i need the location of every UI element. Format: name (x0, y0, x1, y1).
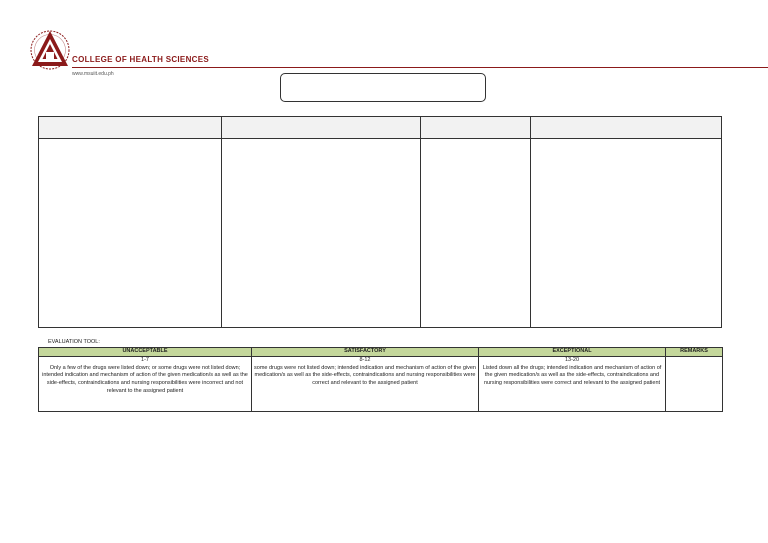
column-divider (221, 117, 222, 327)
header-divider (72, 67, 768, 68)
evaluation-tool-label: EVALUATION TOOL: (48, 339, 100, 345)
exceptional-description: Listed down all the drugs; intended indication and mechanism of action of the given medication/s as well as the side-effects, contraindications and nursing responsibilities were correct and relevant to the assigned patient (482, 364, 662, 387)
exceptional-cell (479, 356, 666, 411)
rubric-header-row (39, 348, 723, 357)
satisfactory-description: some drugs were not listed down; intended indication and mechanism of action of the given medication/s as well as the side-effects, contraindications and nursing responsibilities were correct and relevant to the assigned patient (254, 364, 476, 387)
website-link[interactable]: www.msuiit.edu.ph (72, 71, 114, 77)
triangle-seal-logo-icon (29, 28, 71, 72)
table-row (39, 356, 723, 411)
exceptional-score: 13-20 (564, 356, 580, 363)
column-divider (420, 117, 421, 327)
unacceptable-description: Only a few of the drugs were listed down; or some drugs were not listed down; intended indication and mechanism of action of the given medication/s as well as the side-effects, contraindications and nursing responsibilities were incorrect and not relevant to the assigned patient (42, 364, 248, 394)
column-divider (530, 117, 531, 327)
title-input-box[interactable] (280, 73, 486, 102)
drug-study-table (38, 116, 722, 328)
college-name: COLLEGE OF HEALTH SCIENCES (72, 55, 209, 64)
drug-table-header-row (39, 117, 721, 139)
rubric-header-remarks: REMARKS (666, 348, 723, 357)
evaluation-rubric-table (38, 347, 723, 412)
rubric-header-unacceptable: UNACCEPTABLE (39, 348, 252, 357)
satisfactory-score: 8-12 (359, 356, 371, 363)
unacceptable-score: 1-7 (141, 356, 149, 363)
unacceptable-cell (39, 356, 252, 411)
remarks-cell[interactable] (666, 356, 723, 411)
rubric-header-exceptional: EXCEPTIONAL (479, 348, 666, 357)
satisfactory-cell (252, 356, 479, 411)
rubric-header-satisfactory: SATISFACTORY (252, 348, 479, 357)
